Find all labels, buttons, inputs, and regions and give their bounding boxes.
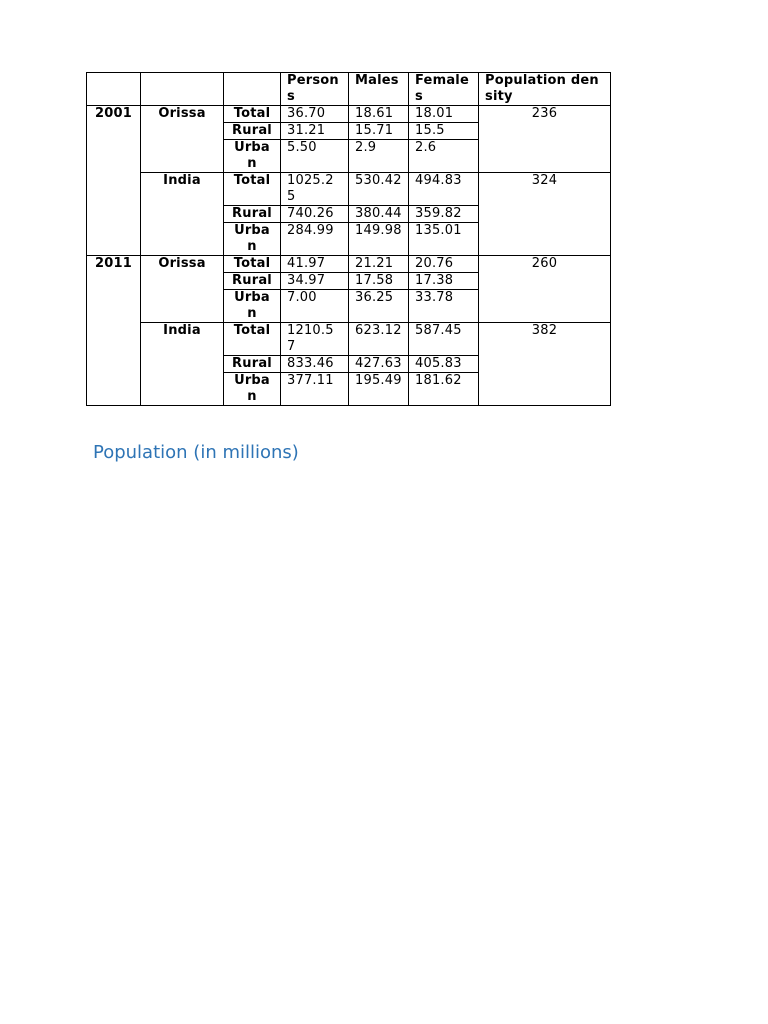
persons-cell: 833.46 [281, 356, 349, 373]
persons-cell: 41.97 [281, 256, 349, 273]
males-cell: 18.61 [349, 106, 409, 123]
density-cell: 236 [479, 106, 611, 173]
males-cell: 17.58 [349, 273, 409, 290]
persons-cell: 740.26 [281, 206, 349, 223]
females-cell: 17.38 [409, 273, 479, 290]
females-cell: 33.78 [409, 290, 479, 323]
males-cell: 15.71 [349, 123, 409, 140]
region-cell: Orissa [141, 256, 224, 323]
header-females: Females [409, 73, 479, 106]
density-cell: 260 [479, 256, 611, 323]
persons-cell: 36.70 [281, 106, 349, 123]
row-label: Total [224, 323, 281, 356]
row-label: Total [224, 256, 281, 273]
males-cell: 149.98 [349, 223, 409, 256]
males-cell: 530.42 [349, 173, 409, 206]
table-row [87, 173, 611, 206]
density-cell: 382 [479, 323, 611, 406]
header-population-density: Population density [479, 73, 611, 106]
table-caption: Population (in millions) [93, 442, 299, 463]
year-cell: 2011 [87, 256, 141, 406]
females-cell: 359.82 [409, 206, 479, 223]
region-cell: Orissa [141, 106, 224, 173]
table-row [87, 106, 611, 123]
population-table [86, 72, 611, 406]
females-cell: 494.83 [409, 173, 479, 206]
persons-cell: 7.00 [281, 290, 349, 323]
header-males: Males [349, 73, 409, 106]
males-cell: 36.25 [349, 290, 409, 323]
table-row [87, 323, 611, 356]
females-cell: 405.83 [409, 356, 479, 373]
row-label: Total [224, 106, 281, 123]
females-cell: 587.45 [409, 323, 479, 356]
males-cell: 2.9 [349, 140, 409, 173]
males-cell: 21.21 [349, 256, 409, 273]
row-label: Rural [224, 123, 281, 140]
males-cell: 195.49 [349, 373, 409, 406]
region-cell: India [141, 323, 224, 406]
region-cell: India [141, 173, 224, 256]
males-cell: 380.44 [349, 206, 409, 223]
persons-cell: 284.99 [281, 223, 349, 256]
header-cell-year [87, 73, 141, 106]
header-cell-area [224, 73, 281, 106]
females-cell: 2.6 [409, 140, 479, 173]
header-row [87, 73, 611, 106]
persons-cell: 5.50 [281, 140, 349, 173]
row-label: Rural [224, 206, 281, 223]
persons-cell: 1025.25 [281, 173, 349, 206]
females-cell: 181.62 [409, 373, 479, 406]
persons-cell: 31.21 [281, 123, 349, 140]
header-persons: Persons [281, 73, 349, 106]
persons-cell: 377.11 [281, 373, 349, 406]
persons-cell: 34.97 [281, 273, 349, 290]
females-cell: 15.5 [409, 123, 479, 140]
table-row [87, 256, 611, 273]
row-label: Urban [224, 373, 281, 406]
row-label: Rural [224, 273, 281, 290]
row-label: Urban [224, 290, 281, 323]
row-label: Urban [224, 223, 281, 256]
row-label: Rural [224, 356, 281, 373]
year-cell: 2001 [87, 106, 141, 256]
females-cell: 135.01 [409, 223, 479, 256]
males-cell: 427.63 [349, 356, 409, 373]
females-cell: 18.01 [409, 106, 479, 123]
header-cell-region [141, 73, 224, 106]
row-label: Total [224, 173, 281, 206]
density-cell: 324 [479, 173, 611, 256]
females-cell: 20.76 [409, 256, 479, 273]
persons-cell: 1210.57 [281, 323, 349, 356]
males-cell: 623.12 [349, 323, 409, 356]
row-label: Urban [224, 140, 281, 173]
